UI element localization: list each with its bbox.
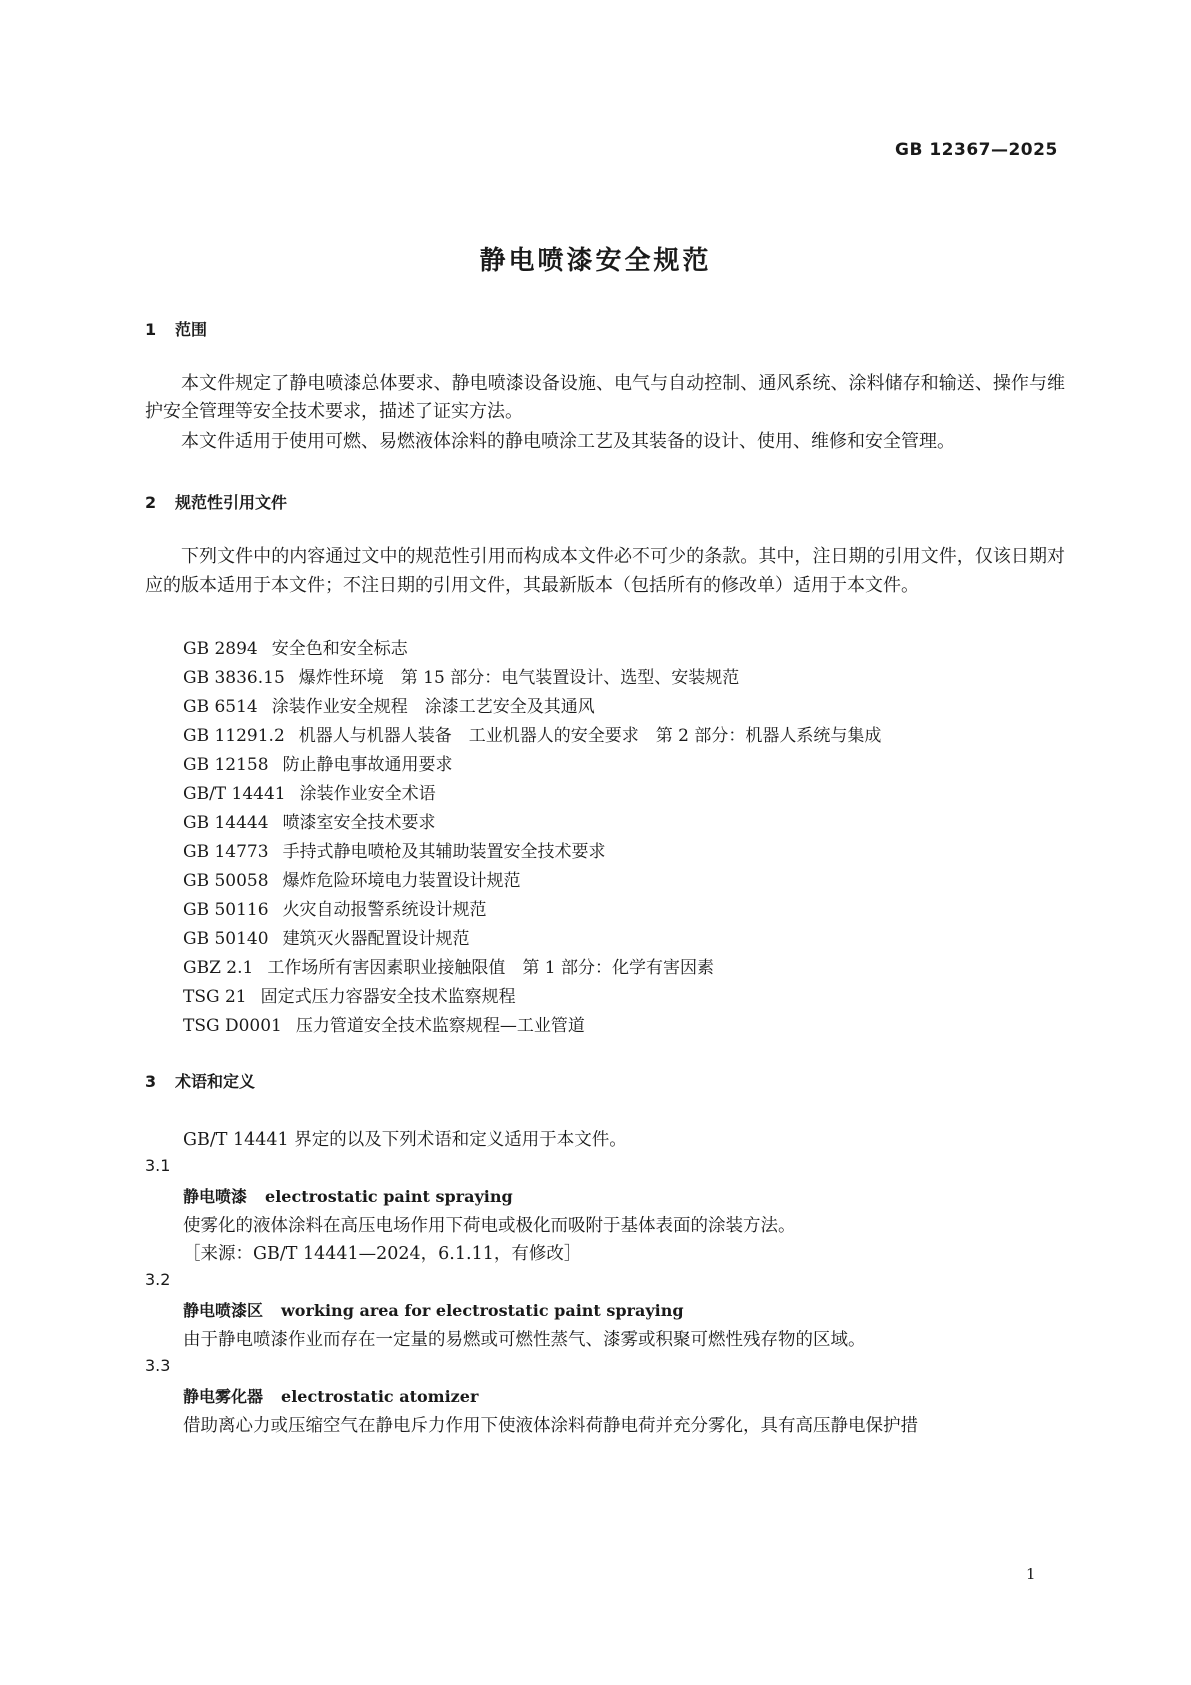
section-3-heading	[145, 1069, 255, 1092]
reference-item	[183, 750, 453, 775]
reference-code: GB 3836.15	[183, 668, 285, 688]
term-number: 3.3	[145, 1356, 171, 1375]
reference-item	[183, 721, 881, 746]
reference-item	[183, 663, 739, 688]
reference-title: 涂装作业安全规程 涂漆工艺安全及其通风	[271, 697, 595, 717]
reference-title: 喷漆室安全技术要求	[282, 813, 436, 833]
reference-code: GB 14444	[183, 813, 269, 833]
reference-code: GB/T 14441	[183, 784, 286, 804]
reference-title: 防止静电事故通用要求	[282, 755, 453, 775]
section-title: 范围	[175, 320, 208, 339]
reference-title: 工作场所有害因素职业接触限值 第 1 部分：化学有害因素	[267, 958, 714, 978]
reference-item	[183, 895, 487, 920]
reference-item	[183, 779, 436, 804]
reference-title: 火灾自动报警系统设计规范	[282, 900, 487, 920]
reference-code: GB 50058	[183, 871, 269, 891]
reference-title: 压力管道安全技术监察规程—工业管道	[295, 1016, 585, 1036]
reference-item	[183, 634, 408, 659]
reference-title: 建筑灭火器配置设计规范	[282, 929, 470, 949]
section-3-intro: GB/T 14441 界定的以及下列术语和定义适用于本文件。	[183, 1130, 627, 1150]
reference-item	[183, 982, 516, 1007]
section-title: 术语和定义	[175, 1072, 256, 1091]
section-number: 1	[145, 320, 157, 339]
section-1-heading	[145, 317, 207, 340]
term-definition: 借助离心力或压缩空气在静电斥力作用下使液体涂料荷静电荷并充分雾化，具有高压静电保护措	[183, 1416, 918, 1436]
section-title: 规范性引用文件	[175, 493, 288, 512]
reference-title: 安全色和安全标志	[271, 639, 408, 659]
reference-item	[183, 1011, 585, 1036]
section-1-paragraph: 本文件适用于使用可燃、易燃液体涂料的静电喷涂工艺及其装备的设计、使用、维修和安全管理。	[181, 431, 955, 452]
reference-code: TSG D0001	[183, 1016, 282, 1036]
page-number: 1	[1026, 1565, 1036, 1583]
term-heading	[183, 1298, 684, 1321]
reference-item	[183, 924, 470, 949]
reference-title: 固定式压力容器安全技术监察规程	[260, 987, 516, 1007]
section-2-heading	[145, 490, 287, 513]
document-title: 静电喷漆安全规范	[479, 246, 712, 276]
reference-code: GB 12158	[183, 755, 269, 775]
term-en: working area for electrostatic paint spraying	[281, 1301, 684, 1320]
reference-title: 涂装作业安全术语	[299, 784, 436, 804]
reference-code: GB 50116	[183, 900, 269, 920]
term-number: 3.2	[145, 1270, 171, 1289]
term-definition: 由于静电喷漆作业而存在一定量的易燃或可燃性蒸气、漆雾或积聚可燃性残存物的区域。	[183, 1330, 866, 1350]
reference-item	[183, 808, 436, 833]
term-zh: 静电喷漆	[183, 1187, 248, 1206]
reference-code: GB 50140	[183, 929, 269, 949]
term-zh: 静电喷漆区	[183, 1301, 264, 1320]
reference-item	[183, 866, 521, 891]
reference-code: TSG 21	[183, 987, 247, 1007]
term-zh: 静电雾化器	[183, 1387, 264, 1406]
reference-code: GB 14773	[183, 842, 269, 862]
term-en: electrostatic atomizer	[281, 1387, 479, 1406]
reference-item	[183, 837, 606, 862]
reference-title: 爆炸危险环境电力装置设计规范	[282, 871, 521, 891]
term-en: electrostatic paint spraying	[265, 1187, 513, 1206]
section-2-intro: 下列文件中的内容通过文中的规范性引用而构成本文件必不可少的条款。其中，注日期的引用文件，仅该日期对应的版本适用于本文件；不注日期的引用文件，其最新版本（包括所有的修改单）适用于本文件。	[145, 546, 1065, 596]
standard-id: GB 12367—2025	[895, 140, 1058, 160]
reference-title: 手持式静电喷枪及其辅助装置安全技术要求	[282, 842, 606, 862]
reference-title: 机器人与机器人装备 工业机器人的安全要求 第 2 部分：机器人系统与集成	[298, 726, 882, 746]
section-number: 3	[145, 1072, 157, 1091]
reference-code: GBZ 2.1	[183, 958, 254, 978]
term-heading	[183, 1384, 478, 1407]
reference-code: GB 6514	[183, 697, 258, 717]
term-number: 3.1	[145, 1156, 171, 1175]
term-heading	[183, 1184, 513, 1207]
section-number: 2	[145, 493, 157, 512]
section-1-paragraph: 本文件规定了静电喷漆总体要求、静电喷漆设备设施、电气与自动控制、通风系统、涂料储存和输送、操作与维护安全管理等安全技术要求，描述了证实方法。	[145, 373, 1065, 422]
reference-code: GB 2894	[183, 639, 258, 659]
reference-title: 爆炸性环境 第 15 部分：电气装置设计、选型、安装规范	[298, 668, 740, 688]
term-source: ［来源：GB/T 14441—2024，6.1.11，有修改］	[183, 1244, 582, 1264]
term-definition: 使雾化的液体涂料在高压电场作用下荷电或极化而吸附于基体表面的涂装方法。	[183, 1216, 796, 1236]
reference-code: GB 11291.2	[183, 726, 285, 746]
reference-item	[183, 953, 714, 978]
reference-item	[183, 692, 595, 717]
